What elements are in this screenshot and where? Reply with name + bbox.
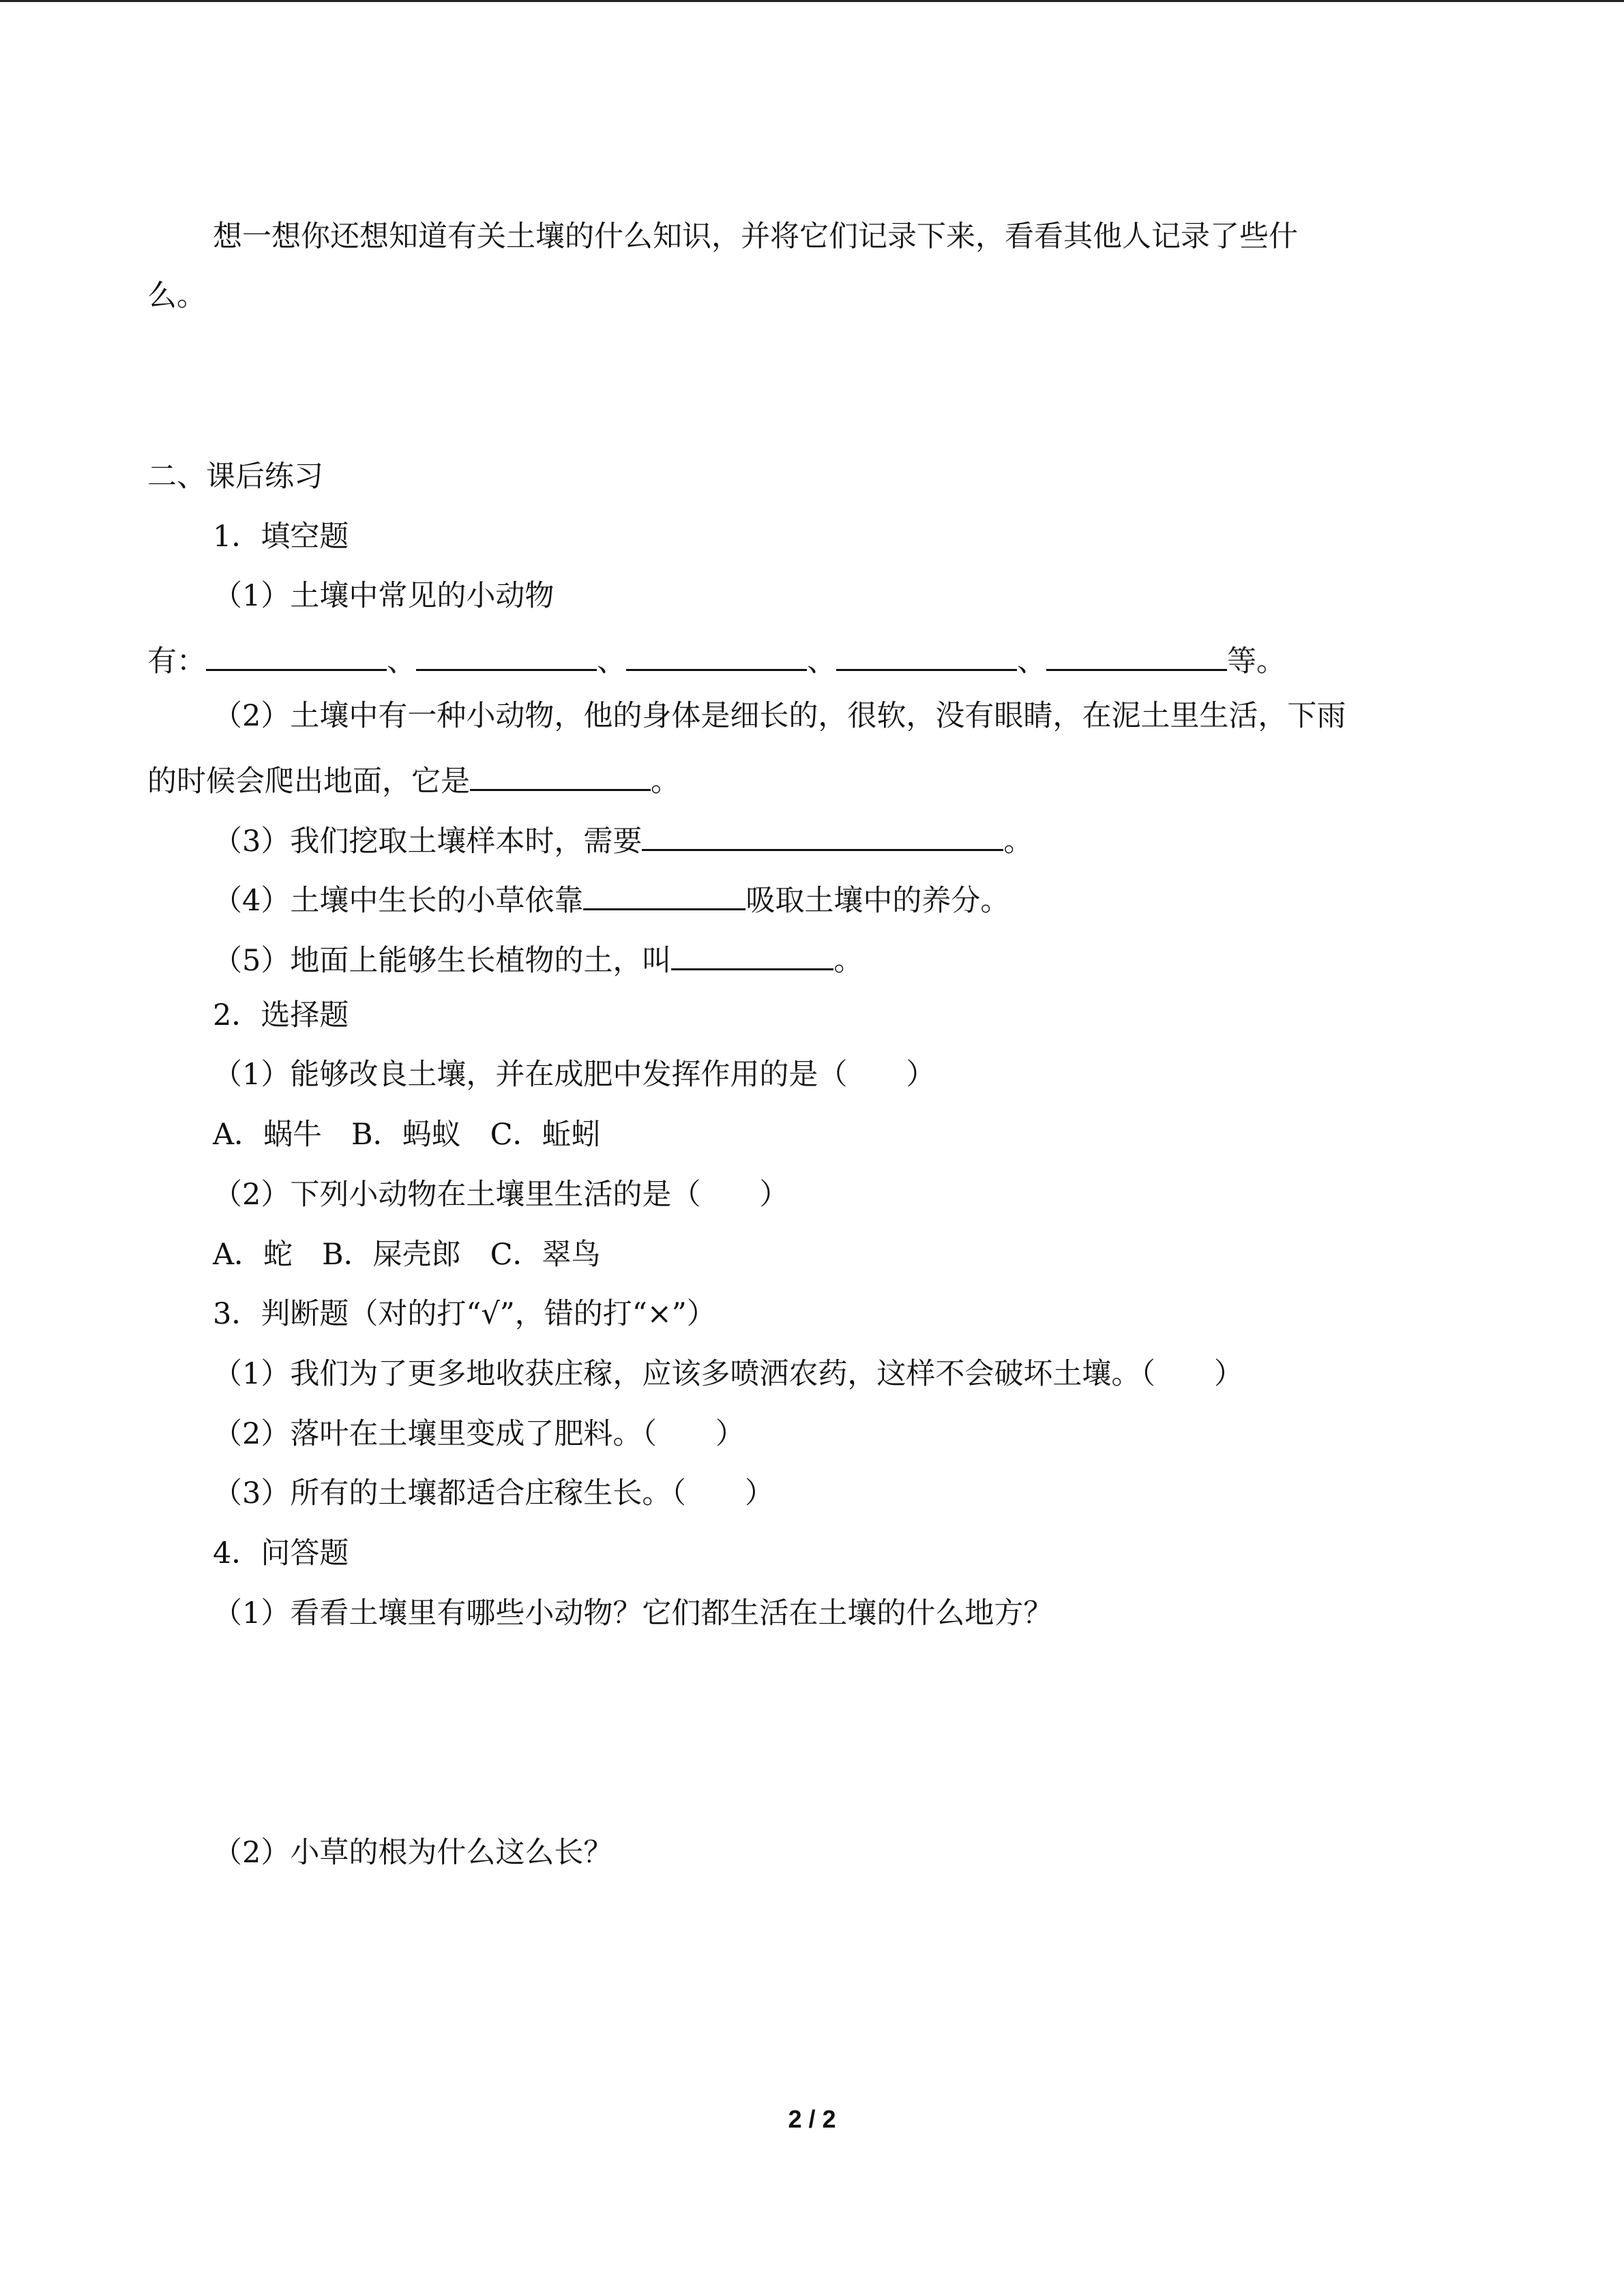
q1-item1-line1: （1）土壤中常见的小动物 <box>213 579 555 613</box>
q2-item2: （2）下列小动物在土壤里生活的是（ ） <box>213 1178 789 1212</box>
q4-title: 4．问答题 <box>213 1536 349 1570</box>
separator: 、 <box>387 644 416 679</box>
q1-item3 <box>213 822 1033 859</box>
q2-item2-options: A．蛇 B．屎壳郎 C．翠鸟 <box>213 1238 601 1272</box>
q1-item5 <box>213 941 863 976</box>
q1-item3-prefix: （3）我们挖取土壤样本时，需要 <box>213 824 643 859</box>
q1-item1-prefix: 有： <box>147 644 206 679</box>
answer-blank[interactable] <box>416 642 597 671</box>
q3-title: 3．判断题（对的打“√”，错的打“×”） <box>213 1297 716 1331</box>
separator: 、 <box>807 644 836 679</box>
q3-item3: （3）所有的土壤都适合庄稼生长。（ ） <box>213 1476 774 1510</box>
q1-item4-suffix: 吸取土壤中的养分。 <box>745 884 1010 918</box>
q1-item2-line1: （2）土壤中有一种小动物，他的身体是细长的，很软，没有眼睛，在泥土里生活，下雨 <box>213 699 1346 733</box>
separator: 、 <box>597 644 626 679</box>
answer-blank[interactable] <box>836 642 1017 671</box>
separator: 、 <box>1017 644 1046 679</box>
q1-item3-suffix: 。 <box>1003 824 1033 859</box>
q1-item2-line2 <box>147 762 680 799</box>
q3-item1: （1）我们为了更多地收获庄稼，应该多喷洒农药，这样不会破坏土壤。（ ） <box>213 1357 1243 1391</box>
q4-item1: （1）看看土壤里有哪些小动物？它们都生活在土壤的什么地方？ <box>213 1596 1053 1630</box>
intro-line-2: 么。 <box>147 279 206 313</box>
q3-item2: （2）落叶在土壤里变成了肥料。（ ） <box>213 1417 745 1451</box>
answer-blank[interactable] <box>1046 642 1227 671</box>
q2-title: 2．选择题 <box>213 998 349 1032</box>
answer-blank[interactable] <box>626 642 807 671</box>
page-top-border <box>0 0 1624 2</box>
q1-item2-suffix: 。 <box>651 764 680 799</box>
answer-blank[interactable] <box>671 941 833 970</box>
q1-item1-suffix: 等。 <box>1227 644 1286 679</box>
answer-blank[interactable] <box>206 642 387 671</box>
q1-item2-prefix: 的时候会爬出地面，它是 <box>147 764 470 799</box>
q1-item4-prefix: （4）土壤中生长的小草依靠 <box>213 884 584 918</box>
q4-item2: （2）小草的根为什么这么长？ <box>213 1836 613 1870</box>
q1-item1-line2 <box>147 642 1286 679</box>
q1-item5-suffix: 。 <box>833 944 863 978</box>
section-heading: 二、课后练习 <box>147 460 323 494</box>
q2-item1: （1）能够改良土壤，并在成肥中发挥作用的是（ ） <box>213 1058 936 1092</box>
answer-blank[interactable] <box>642 822 1003 851</box>
q1-title: 1．填空题 <box>213 520 349 554</box>
q1-item5-prefix: （5）地面上能够生长植物的土，叫 <box>213 944 672 978</box>
q2-item1-options: A．蜗牛 B．蚂蚁 C．蚯蚓 <box>213 1118 601 1152</box>
answer-blank[interactable] <box>583 881 745 910</box>
intro-line-1: 想一想你还想知道有关土壤的什么知识，并将它们记录下来，看看其他人记录了些什 <box>213 220 1298 254</box>
q1-item4 <box>213 881 1009 916</box>
page-number: 2 / 2 <box>788 2105 836 2133</box>
answer-blank[interactable] <box>470 762 651 791</box>
